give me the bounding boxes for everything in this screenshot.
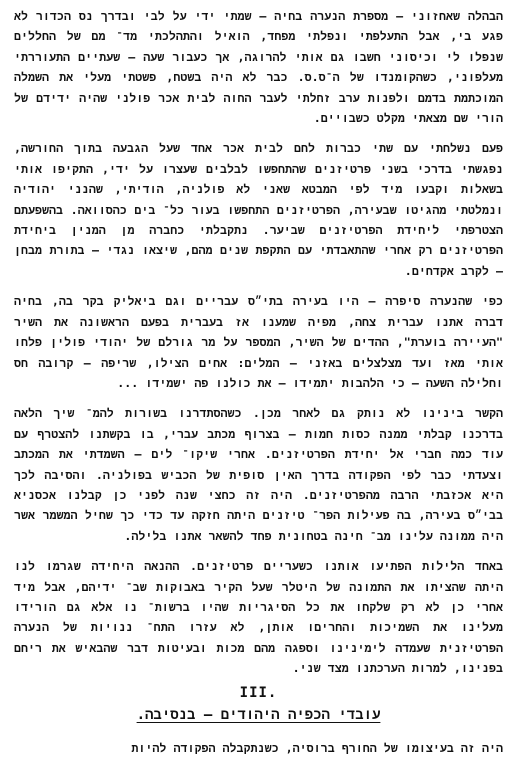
chapter-title	[14, 707, 503, 724]
paragraph-letter-and-disappointment: הקשר בינינו לא נותק גם לאחר מכן. כשהסתדרנו בשורות להמ־ שיך הלאה בדרכנו קבלתי ממנה כסות חמות – בצרוף מכתב עברי, בו בקשתנו להצטרף עם עוד כמה חברי אל יחידת הפרטיזנים. אחרי שיקו־ לים – השמדתי את המכתב וצעדתי כבר לפי הפקודה בדרך האין סופית של הכביש בפולניה. והסיבה לכך היא אכזבתי הרבה מהפרטיזנים. היה זה כחצי שנה לפני כן קבלנו אכסניא בבי״ס בעירה, בה פעילות הפר־ טיזנים היתה חזקה עד כדי כך שחיל המשמר אשר היה ממונה עלינו מב־ חינה בטחונית פחד להשאר אתנו בלילה.	[14, 406, 503, 543]
chapter-number: III.	[239, 684, 278, 701]
chapter-title-text: עובדי הכפיה היהודים – בנסיבה.	[136, 706, 381, 723]
paragraph-night-raid: באחד הלילות הפתיעו אותנו כשעריים פרטיזנים. ההנאה היחידה שגרמו לנו היתה שהציתו את התמונה של היטלר שעל הקיר באבוקות שב־ ידיהם, אבל מיד אחרי כן לא רק שלקחו את כל הסיגריות שהיו ברשות־ נו אלא גם הורידו מעלינו את השמיכות והחריםו אותן, לא עזרו התח־ ננויות של הנערה הפרטיזנית שעמדה לימינינו וספגה מהם מכות ובעיטות דבר שהבאיש את ריחם בפנינו, למרות הערכתנו מצד שני.	[14, 559, 503, 676]
paragraph-escape-from-shooting: הבהלה שאחזוני – מספרת הנערה בחיה – שמתי ידי על לבי ובדרך נס הכדור לא פגע בי, אבל התעלפתי ונפלתי מפחד, הואיל והתהלכתי מד־ מם של החללים שנפלו לי וכיסוני חשבו גם אותי להרוגה, אך כעבור שעה – שעתיים התעוררתי מעלפוני, כשהקומנדו של ה־ס.ס. כבר לא היה בשטח, פשטתי מעלי את השמלה המוכתמת בדמם ולפנות ערב זחלתי לעבר החוה לבית אכר פולני שהיה ידידם של הורי שם מצאתי מקלט כשבויים.	[14, 9, 503, 126]
paragraph-hebrew-schools: כפי שהנערה סיפרה – היו בעירה בתי״ס עבריים וגם ביאליק בקר בה, בחיה דברה אתנו עברית צחה, מפיה שמענו אז בעברית בפעם הראשונה את השיר "העיירה בוערת", ההדים של השיר, המספר על מר גורלם של יהודי פולין פלחו אותי מאז ועד מצלצלים באזני – המלים: אחים הצילו, שריפה – קרובה חס וחלילה השעה – כי הלהבות יתמידו – את כולנו פה ישמידו ...	[14, 294, 503, 390]
paragraph-winter-in-russia: היה זה בעיצומו של החורף ברוסיה, כשנתקבלה הפקודה להיות	[131, 740, 503, 755]
paragraph-joining-partisans: פעם נשלחתי עם שתי כברות לחם לבית אכר אחד שעל הגבעה בתוך החורשה, נפגשתי בדרכי בשני פרטיזנים שהתחפשו לבלבים שעצרו על ידי, התקיפו אותי בשאלות וקבעו מיד לפי המבטא שאני לא פולניה, הודיתי, שהנני יהודיה ונמלטתי מהגיטו שבעירה, הפרטיזנים התחפשו בעור כל־ בים כהסוואה. בהשפעתם הצטרפתי ליחידת הפרטיזנים שביער. נתקבלתי כחברה מן המנין ביחידת הפרטיזנים רק אחרי שהתאבדתי עם התקפת שנים מהם, שיצאו נגדי – בתורת מבחן – לקרב אקדחים.	[14, 141, 503, 278]
